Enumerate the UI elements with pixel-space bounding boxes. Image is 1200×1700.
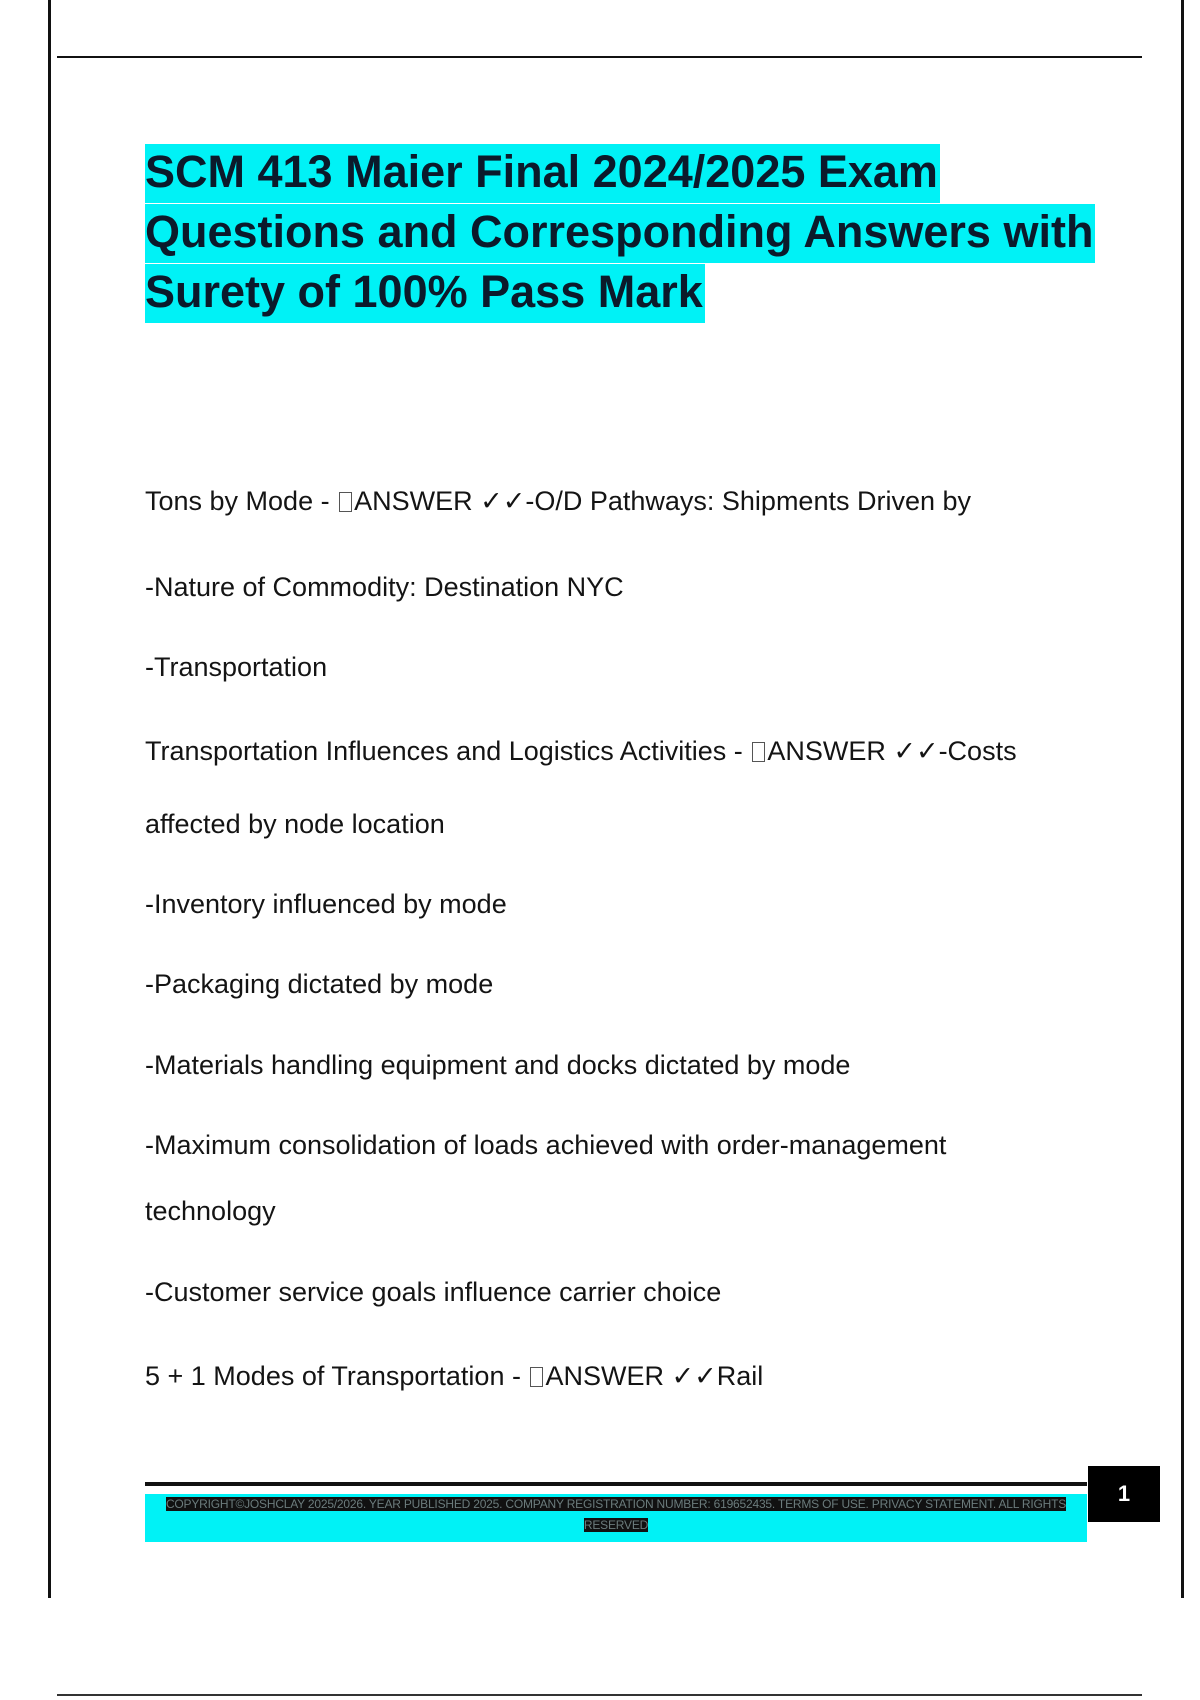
- answer-text: ANSWER ✓✓Rail: [545, 1361, 764, 1391]
- body-line: [145, 1276, 721, 1308]
- page-border-left: [48, 0, 51, 1598]
- body-line: [145, 735, 1017, 767]
- body-line-text: Tons by Mode -: [145, 486, 338, 516]
- body-line-text: -Maximum consolidation of loads achieved with order-management: [145, 1130, 947, 1160]
- footer-copyright-text: COPYRIGHT©JOSHCLAY 2025/2026. YEAR PUBLISHED 2025. COMPANY REGISTRATION NUMBER: 619652435. TERMS OF USE. PRIVACY STATEMENT. ALL RIGHTS RESERVED: [165, 1497, 1067, 1532]
- page-bottom-rule: [57, 1694, 1142, 1696]
- missing-glyph-box-icon: [752, 742, 765, 762]
- missing-glyph-box-icon: [530, 1367, 543, 1387]
- body-line-text: -Transportation: [145, 652, 328, 682]
- footer-rule: [145, 1482, 1087, 1486]
- body-line-text: -Packaging dictated by mode: [145, 969, 494, 999]
- document-title: [145, 142, 1095, 322]
- body-line-text: -Nature of Commodity: Destination NYC: [145, 572, 624, 602]
- header-rule: [57, 56, 1142, 58]
- page-number: 1: [1088, 1466, 1160, 1522]
- body-line: [145, 651, 327, 683]
- body-line: [145, 808, 445, 840]
- footer-copyright-bar: [145, 1494, 1087, 1542]
- page-border-right: [1181, 0, 1184, 1598]
- body-line-text: -Inventory influenced by mode: [145, 889, 507, 919]
- body-line-text: 5 + 1 Modes of Transportation -: [145, 1361, 529, 1391]
- body-line: [145, 1195, 276, 1227]
- body-line: [145, 968, 493, 1000]
- body-line: [145, 1360, 763, 1392]
- body-line: [145, 888, 507, 920]
- body-line-text: affected by node location: [145, 809, 445, 839]
- answer-text: ANSWER ✓✓-Costs: [767, 736, 1017, 766]
- body-line-text: -Materials handling equipment and docks dictated by mode: [145, 1050, 851, 1080]
- body-line: [145, 485, 971, 517]
- answer-text: ANSWER ✓✓-O/D Pathways: Shipments Driven by: [354, 486, 972, 516]
- body-line-text: technology: [145, 1196, 276, 1226]
- body-line: [145, 1049, 850, 1081]
- body-line: [145, 1129, 946, 1161]
- body-line-text: Transportation Influences and Logistics Activities -: [145, 736, 751, 766]
- document-title-text: SCM 413 Maier Final 2024/2025 Exam Questions and Corresponding Answers with Surety of 100% Pass Mark: [145, 144, 1095, 323]
- body-line-text: -Customer service goals influence carrier choice: [145, 1277, 722, 1307]
- body-line: [145, 571, 624, 603]
- missing-glyph-box-icon: [339, 492, 352, 512]
